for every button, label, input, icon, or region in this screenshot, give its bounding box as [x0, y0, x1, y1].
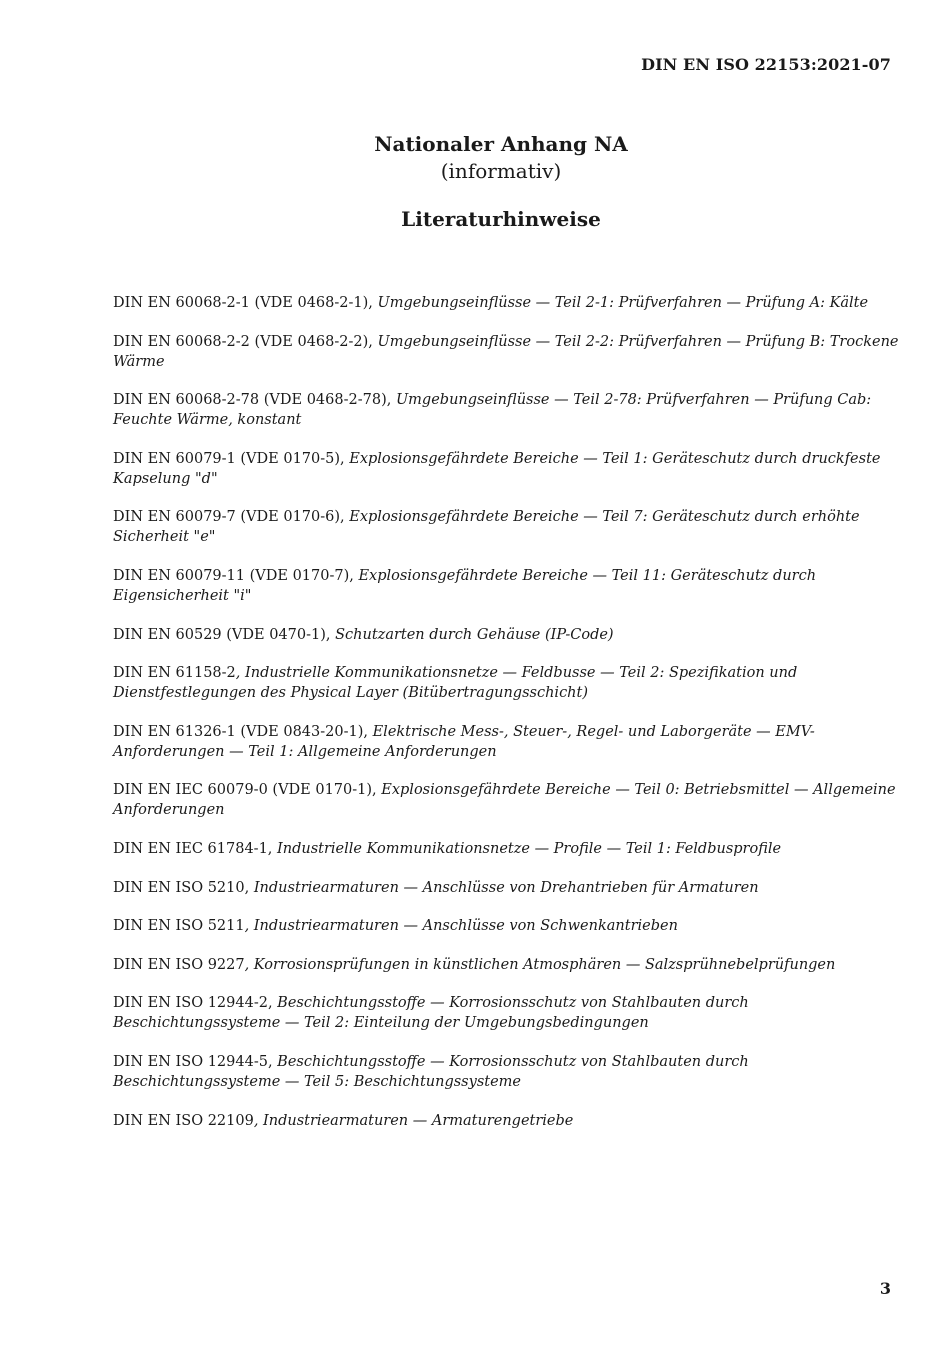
reference-designation: DIN EN ISO 5210, — [113, 879, 254, 896]
reference-designation: DIN EN ISO 9227 — [113, 956, 245, 973]
reference-item — [113, 390, 903, 430]
reference-item — [113, 955, 903, 975]
reference-designation: DIN EN 61158-2 — [113, 665, 236, 682]
reference-title: Schutzarten durch Gehäuse (IP-Code) — [335, 626, 614, 643]
reference-title: Beschichtungsstoffe — Korrosionsschutz von Stahlbauten durch Beschichtungssysteme — Teil 5: Beschichtungssysteme — [113, 1053, 749, 1090]
reference-designation: DIN EN 60068-2-1 (VDE 0468-2-1), — [113, 295, 378, 311]
reference-title: Umgebungseinflüsse — Teil 2-1: Prüfverfahren — Prüfung A: Kälte — [377, 295, 869, 311]
reference-item — [113, 566, 903, 606]
reference-title: , Industrielle Kommunikationsnetze — Feldbusse — Teil 2: Spezifikation und Dienstfestlegungen des Physical Layer (Bitübertragungsschicht) — [113, 665, 798, 702]
reference-designation: DIN EN ISO 5211 — [113, 918, 245, 935]
reference-title: , Industriearmaturen — Anschlüsse von Schwenkantrieben — [244, 918, 678, 935]
reference-item — [113, 663, 903, 703]
reference-designation: DIN EN ISO 12944-5, — [113, 1053, 278, 1070]
reference-title: , Industriearmaturen — Armaturengetriebe — [253, 1112, 574, 1129]
reference-item — [113, 332, 903, 372]
reference-item — [113, 780, 903, 820]
reference-designation: DIN EN 61326-1 (VDE 0843-20-1), — [113, 723, 373, 740]
page-number: 3 — [879, 1279, 891, 1298]
reference-designation: DIN EN 60079-7 (VDE 0170-6), — [113, 509, 350, 526]
reference-designation: DIN EN IEC 61784-1, — [113, 840, 278, 857]
section-title: Literaturhinweise — [401, 207, 601, 231]
reference-item — [113, 507, 903, 547]
reference-title: , Korrosionsprüfungen in künstlichen Atmosphären — Salzsprühnebelprüfungen — [244, 956, 836, 973]
reference-designation: DIN EN ISO 22109 — [113, 1112, 254, 1129]
reference-designation: DIN EN 60529 (VDE 0470-1), — [113, 626, 336, 643]
annex-heading — [26, 130, 950, 232]
reference-item — [113, 1052, 903, 1092]
reference-title: Elektrische Mess-, Steuer-, Regel- und Laborgeräte — EMV-Anforderungen — Teil 1: Allgemeine Anforderungen — [113, 723, 815, 760]
reference-title: Beschichtungsstoffe — Korrosionsschutz von Stahlbauten durch Beschichtungssysteme — Teil 2: Einteilung der Umgebungsbedingungen — [113, 995, 749, 1032]
reference-title: Explosionsgefährdete Bereiche — Teil 7: Geräteschutz durch erhöhte Sicherheit "e" — [113, 509, 860, 546]
reference-item — [113, 625, 903, 645]
reference-item — [113, 449, 903, 489]
reference-title: Industrielle Kommunikationsnetze — Profile — Teil 1: Feldbusprofile — [277, 840, 782, 857]
reference-title: Explosionsgefährdete Bereiche — Teil 11: Geräteschutz durch Eigensicherheit "i" — [113, 567, 817, 604]
reference-designation: DIN EN IEC 60079-0 (VDE 0170-1), — [113, 782, 382, 799]
reference-designation: DIN EN 60068-2-2 (VDE 0468-2-2), — [113, 333, 378, 350]
reference-title: Explosionsgefährdete Bereiche — Teil 0: Betriebsmittel — Allgemeine Anforderungen — [113, 782, 896, 819]
reference-item — [113, 839, 903, 859]
reference-title: Industriearmaturen — Anschlüsse von Drehantrieben für Armaturen — [253, 879, 759, 896]
reference-designation: DIN EN 60079-11 (VDE 0170-7), — [113, 567, 359, 584]
reference-item — [113, 916, 903, 936]
reference-item — [113, 993, 903, 1033]
reference-designation: DIN EN ISO 12944-2, — [113, 995, 278, 1012]
annex-title: Nationaler Anhang NA — [374, 132, 628, 156]
reference-designation: DIN EN 60068-2-78 (VDE 0468-2-78), — [113, 392, 396, 409]
reference-list — [113, 293, 903, 1149]
reference-item — [113, 878, 903, 898]
reference-title: Umgebungseinflüsse — Teil 2-2: Prüfverfahren — Prüfung B: Trockene Wärme — [113, 333, 899, 370]
reference-item — [113, 722, 903, 762]
reference-title: Umgebungseinflüsse — Teil 2-78: Prüfverfahren — Prüfung Cab: Feuchte Wärme, konstant — [113, 392, 872, 429]
reference-item — [113, 1111, 903, 1131]
document-id: DIN EN ISO 22153:2021-07 — [641, 55, 891, 74]
reference-item — [113, 293, 903, 313]
reference-title: Explosionsgefährdete Bereiche — Teil 1: Geräteschutz durch druckfeste Kapselung "d" — [113, 450, 881, 487]
reference-designation: DIN EN 60079-1 (VDE 0170-5), — [113, 450, 350, 467]
annex-subtitle: (informativ) — [440, 159, 562, 183]
